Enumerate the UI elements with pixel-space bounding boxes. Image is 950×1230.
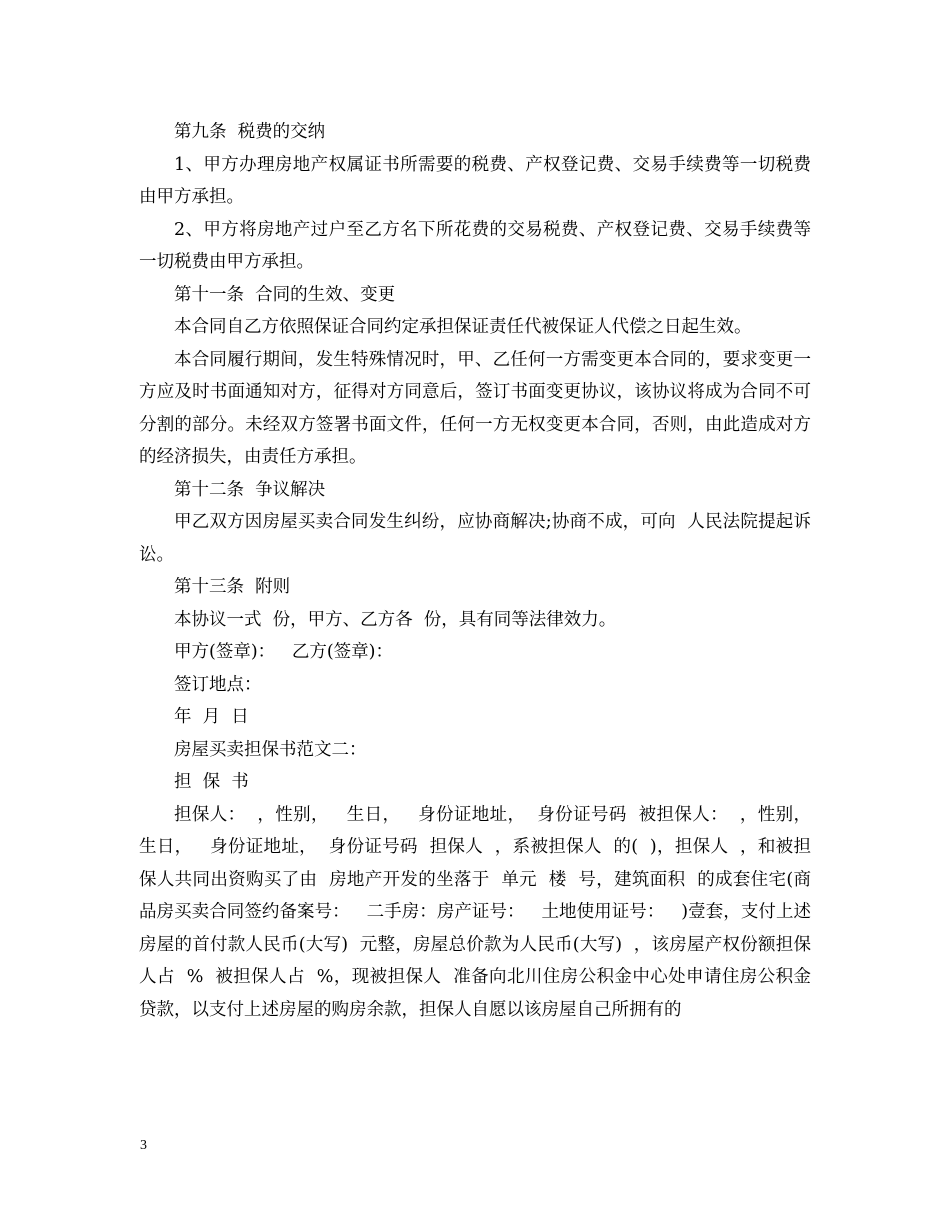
signature-line: 甲方(签章)： 乙方(签章)： [174, 642, 393, 662]
article-12-heading: 第十二条 争议解决 [174, 479, 326, 500]
article-12-dispute: 甲乙双方因房屋买卖合同发生纠纷，应协商解决;协商不成，可向 人民法院提起诉讼。 [139, 512, 811, 565]
page-number: 3 [140, 1138, 147, 1153]
article-11-amendment: 本合同履行期间，发生特殊情况时，甲、乙任何一方需变更本合同的，要求变更一方应及时书面通知对方，征得对方同意后，签订书面变更协议，该协议将成为合同不可分割的部分。未经双方签署书面文件，任何一方无权变更本合同，否则，由此造成对方的经济损失，由责任方承担。 [139, 349, 811, 467]
article-11-effective: 本合同自乙方依照保证合同约定承担保证责任代被保证人代偿之日起生效。 [174, 317, 752, 337]
article-13-heading: 第十三条 附则 [174, 577, 291, 597]
document-body [139, 116, 828, 1026]
sample-two-title: 房屋买卖担保书范文二： [174, 739, 367, 760]
guarantee-title: 担 保 书 [174, 772, 249, 792]
article-9-clause-2: 2、甲方将房地产过户至乙方名下所花费的交易税费、产权登记费、交易手续费等一切税费由甲方承担。 [139, 219, 811, 272]
article-11-heading: 第十一条 合同的生效、变更 [174, 284, 396, 305]
article-9-clause-1: 1、甲方办理房地产权属证书所需要的税费、产权登记费、交易手续费等一切税费由甲方承担。 [139, 154, 811, 207]
signing-date: 年 月 日 [174, 707, 249, 727]
signing-place: 签订地点： [174, 674, 262, 695]
article-13-copies: 本协议一式 份，甲方、乙方各 份，具有同等法律效力。 [174, 609, 617, 630]
article-9-heading: 第九条 税费的交纳 [174, 122, 326, 142]
guarantee-body: 担保人： ，性别， 生日， 身份证地址， 身份证号码 被担保人： ，性别， 生日， 身份证地址， 身份证号码 担保人 ，系被担保人 的( )，担保人 ，和被担保人共同出资购买了由 房地产开发的坐落于 单元 楼 号，建筑面积 的成套住宅(商品房买卖合同签约备案号： 二手房：房产证号： 土地使用证号： )壹套，支付上述房屋的首付款人民币(大写) 元整，房屋总价款为人民币(大写) ，该房屋产权份额担保人占 % 被担保人占 %，现被担保人 准备向北川住房公积金中心处申请住房公积金贷款，以支付上述房屋的购房余款，担保人自愿以该房屋自己所拥有的 [139, 804, 828, 1020]
